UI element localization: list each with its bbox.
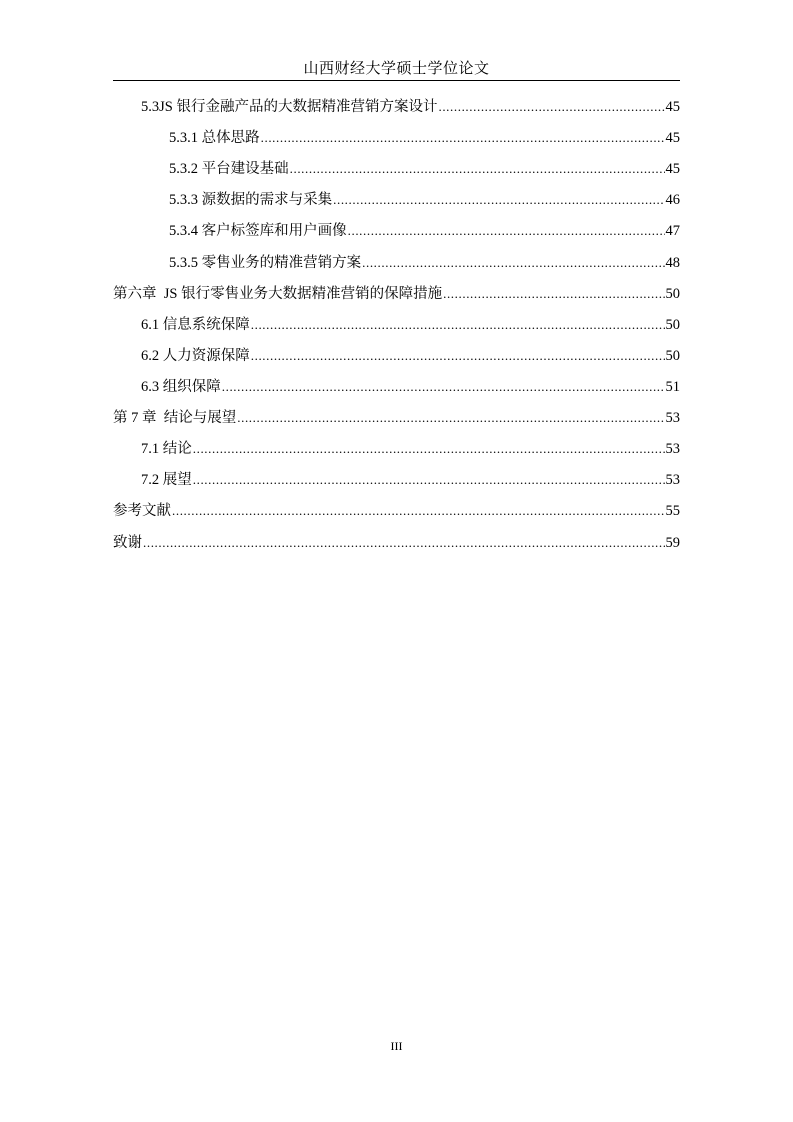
toc-dot-leader: [333, 189, 664, 211]
toc-entry-references[interactable]: [113, 500, 680, 522]
toc-entry-chapter-6[interactable]: [113, 283, 680, 305]
toc-entry-label: 6.1 信息系统保障: [141, 317, 250, 333]
toc-entry-label: 5.3.5 零售业务的精准营销方案: [169, 255, 362, 271]
toc-entry-acknowledgements[interactable]: [113, 532, 680, 554]
toc-entry-7-2[interactable]: [141, 469, 680, 491]
toc-entry-label: 5.3JS 银行金融产品的大数据精准营销方案设计: [141, 99, 438, 115]
toc-entry-label: 致谢: [113, 535, 142, 551]
toc-entry-page: 47: [665, 223, 680, 239]
toc-entry-page: 45: [665, 161, 680, 177]
toc-entry-label: 5.3.4 客户标签库和用户画像: [169, 223, 347, 239]
toc-dot-leader: [143, 532, 665, 554]
toc-entry-chapter-7[interactable]: [113, 407, 680, 429]
toc-entry-page: 53: [665, 472, 680, 488]
toc-dot-leader: [438, 96, 664, 118]
toc-entry-page: 59: [665, 535, 680, 551]
toc-entry-label: 第 7 章 结论与展望: [113, 410, 237, 426]
toc-entry-page: 45: [665, 130, 680, 146]
toc-entry-page: 50: [665, 348, 680, 364]
toc-entry-page: 55: [665, 503, 680, 519]
toc-entry-page: 45: [665, 99, 680, 115]
toc-dot-leader: [251, 345, 665, 367]
toc-entry-page: 51: [665, 379, 680, 395]
toc-entry-label: 第六章 JS 银行零售业务大数据精准营销的保障措施: [113, 286, 443, 302]
toc-dot-leader: [222, 376, 665, 398]
toc-entry-5-3-3[interactable]: [169, 189, 680, 211]
page-header-title: 山西财经大学硕士学位论文: [303, 61, 490, 77]
toc-entry-label: 参考文献: [113, 503, 171, 519]
toc-dot-leader: [251, 314, 665, 336]
toc-entry-6-2[interactable]: [141, 345, 680, 367]
toc-dot-leader: [348, 220, 665, 242]
toc-entry-label: 6.2 人力资源保障: [141, 348, 250, 364]
toc-entry-5-3-2[interactable]: [169, 158, 680, 180]
toc-dot-leader: [237, 407, 664, 429]
page-number: III: [390, 1039, 403, 1053]
toc-entry-5-3[interactable]: [141, 96, 680, 118]
toc-entry-7-1[interactable]: [141, 438, 680, 460]
toc-dot-leader: [290, 158, 665, 180]
toc-dot-leader: [193, 438, 665, 460]
toc-entry-label: 5.3.2 平台建设基础: [169, 161, 289, 177]
toc-entry-page: 53: [665, 410, 680, 426]
toc-entry-5-3-4[interactable]: [169, 220, 680, 242]
toc-entry-5-3-1[interactable]: [169, 127, 680, 149]
toc-entry-page: 48: [665, 255, 680, 271]
toc-dot-leader: [172, 500, 665, 522]
toc-entry-label: 6.3 组织保障: [141, 379, 221, 395]
toc-dot-leader: [362, 252, 664, 274]
header-divider: [113, 80, 680, 81]
toc-entry-page: 46: [665, 192, 680, 208]
toc-dot-leader: [443, 283, 664, 305]
toc-entry-5-3-5[interactable]: [169, 252, 680, 274]
toc-entry-6-1[interactable]: [141, 314, 680, 336]
toc-entry-label: 5.3.1 总体思路: [169, 130, 260, 146]
toc-entry-label: 7.2 展望: [141, 472, 192, 488]
toc-entry-page: 50: [665, 317, 680, 333]
toc-entry-label: 7.1 结论: [141, 441, 192, 457]
toc-entry-6-3[interactable]: [141, 376, 680, 398]
toc-dot-leader: [193, 469, 665, 491]
toc-entry-label: 5.3.3 源数据的需求与采集: [169, 192, 333, 208]
toc-entry-page: 50: [665, 286, 680, 302]
toc-dot-leader: [261, 127, 665, 149]
toc-entry-page: 53: [665, 441, 680, 457]
